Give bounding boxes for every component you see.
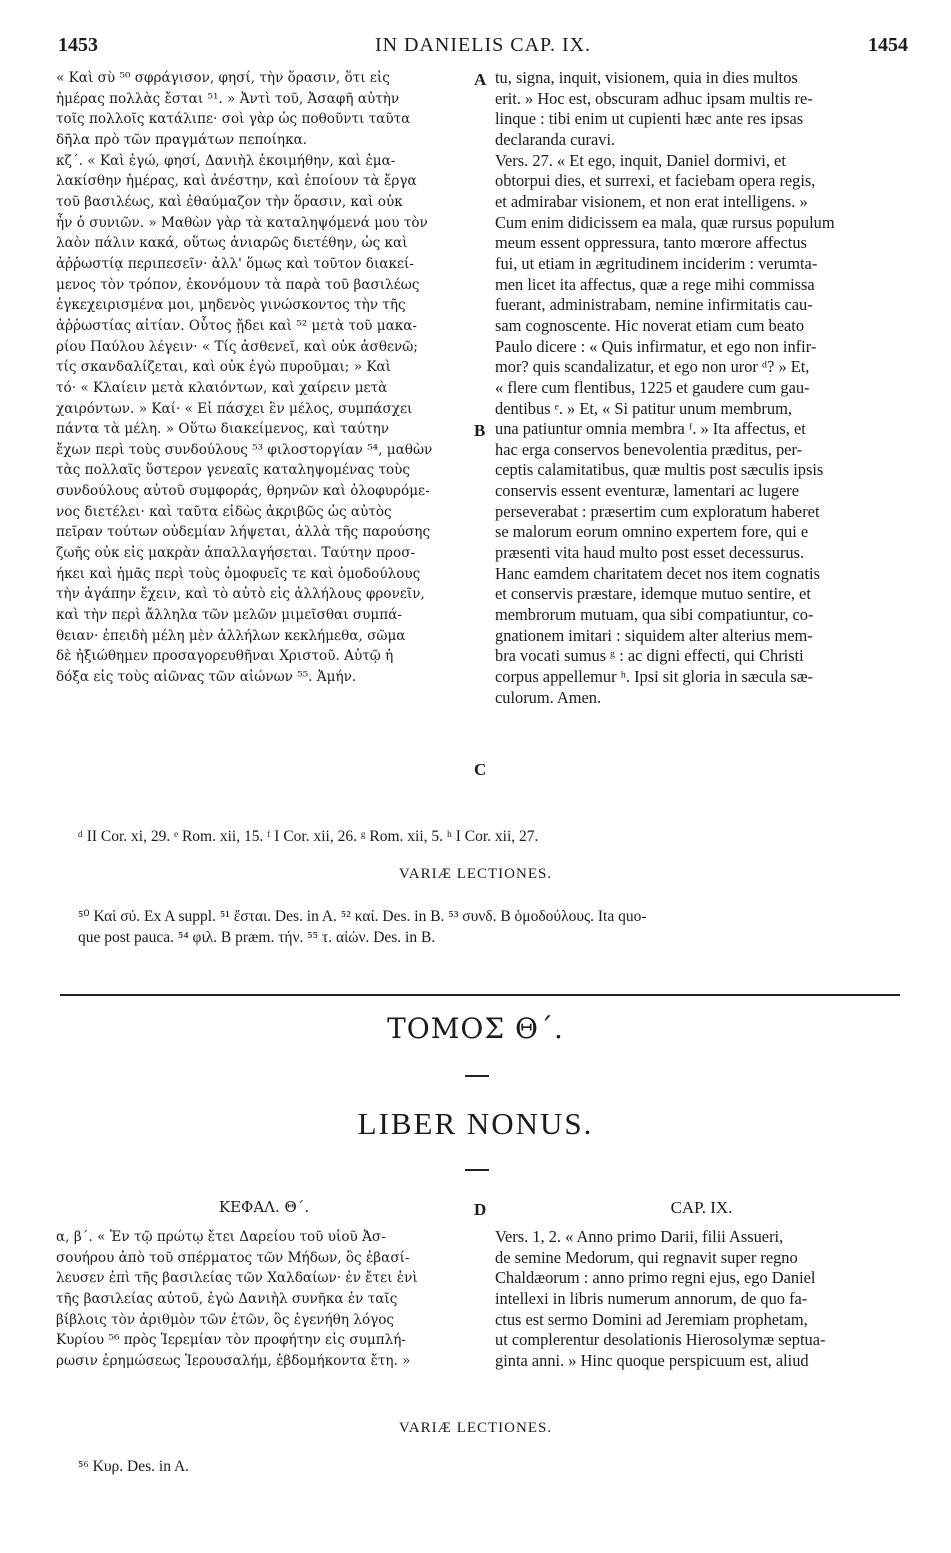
latin-column-top: tu, signa, inquit, visionem, quia in dies multos erit. » Hoc est, obscuram adhuc ipsam multis re- linque : tibi enim ut cupienti hæc ante res ipsas declaranda curavi. Vers. 27. « Et ego, inquit, Daniel dormivi, et obtorpui dies, et surrexi, et faciebam opera regis, et admirabar visionem, et non erat intelligens. » Cum enim didicissem ea mala, quæ rursus populum meum essent oppressura, tanto mœrore affectus fui, ut etiam in ægritudinem inciderim : verumta- men licet ita affectus, quæ a rege mihi commissa fuerant, administrabam, nemine infirmitatis cau- sam cognoscente. Hic noverat etiam cum beato Paulo dicere : « Quis infirmatur, et ego non infir- mor? quis scandalizatur, et ego non uror ᵈ? » Et, « flere cum flentibus, 1225 et gaudere cum gau- dentibus ᵉ. » Et, « Si patitur unum membrum, una patiuntur omnia membra ᶠ. » Ita affectus, et hac erga conservos benevolentia præditus, per- ceptis calamitatibus, quæ multis post sæculis ipsis conservis essent eventuræ, lamentari ac lugere perseverabat : præsertim cum exploratum haberet se malorum eorum omnino expertem fore, qui e præsenti vita haud multo post esset decessurus. Hanc eamdem charitatem decet nos item cognatis et conservis præstare, idemque mutuo sentire, et membrorum mutuam, qua sibi compatiuntur, co- gnationem imitari : siquidem alter alterius mem- bra vocati sumus ᵍ : ac digni effecti, qui Christi corpus appellemur ʰ. Ipsi sit gloria in sæcula sæ- culorum. Amen. <box>495 68 835 707</box>
page-number-left: 1453 <box>58 34 98 56</box>
chapter-heading-greek: ΚΕΦΑΛ. Θ΄. <box>218 1198 310 1216</box>
variae-lectiones-text: ⁵⁰ Καὶ σύ. Ex A suppl. ⁵¹ ἔσται. Des. in A. ⁵² καί. Des. in B. ⁵³ συνδ. B ὁμοδούλους. Ita quo- que post pauca. ⁵⁴ φιλ. B præm. τήν. ⁵⁵ τ. αἰών. Des. in B. <box>78 908 647 946</box>
variae-lectiones-heading: VARIÆ LECTIONES. <box>398 866 553 882</box>
running-title: IN DANIELIS CAP. IX. <box>374 34 592 56</box>
tomos-heading: ΤΟΜΟΣ Θ΄. <box>387 1012 564 1045</box>
variae-lectiones-heading: VARIÆ LECTIONES. <box>398 1420 553 1436</box>
margin-letter-b: B <box>474 421 486 440</box>
page-number-right: 1454 <box>868 34 908 56</box>
margin-letter-c: C <box>474 760 487 779</box>
chapter-heading-latin: CAP. IX. <box>670 1198 733 1217</box>
margin-letter-a: A <box>474 70 487 89</box>
scripture-footnotes: ᵈ II Cor. xi, 29. ᵉ Rom. xii, 15. ᶠ I Cor. xii, 26. ᵍ Rom. xii, 5. ʰ I Cor. xii, 27. <box>78 828 539 845</box>
variae-lectiones-text: ⁵⁶ Κυρ. Des. in A. <box>78 1458 190 1475</box>
greek-column-bottom: α, β΄. « Ἐν τῷ πρώτῳ ἔτει Δαρείου τοῦ υἱοῦ Ἀσ- σουήρου ἀπὸ τοῦ σπέρματος τῶν Μήδων, ὃς ἐβασί- λευσεν ἐπὶ τῆς βασιλείας τῶν Χαλδαίων· ἐν ἔτει ἑνὶ τῆς βασιλείας αὐτοῦ, ἐγὼ Δανιὴλ συνῆκα ἐν ταῖς βίβλοις τὸν ἀριθμὸν τῶν ἐτῶν, ὃς ἐγενήθη λόγος Κυρίου ⁵⁶ πρὸς Ἱερεμίαν τὸν προφήτην εἰς συμπλή- ρωσιν ἐρημώσεως Ἱερουσαλήμ, ἑβδομήκοντα ἔτη. » <box>56 1229 418 1369</box>
latin-column-bottom: Vers. 1, 2. « Anno primo Darii, filii Assueri, de semine Medorum, qui regnavit super regno Chaldæorum : anno primo regni ejus, ego Daniel intellexi in libris numerum annorum, de quo fa- ctus est sermo Domini ad Jeremiam prophetam, ut complerentur desolationis Hierosolymæ septua- ginta anni. » Hinc quoque perspicuum est, aliud <box>495 1227 826 1370</box>
running-head <box>58 34 908 66</box>
margin-letter-d: D <box>474 1200 487 1219</box>
liber-heading: LIBER NONUS. <box>357 1106 594 1141</box>
greek-column-top: « Καὶ σὺ ⁵⁰ σφράγισον, φησί, τὴν ὅρασιν, ὅτι εἰς ἡμέρας πολλὰς ἔσται ⁵¹. » Ἀντὶ τοῦ, Ἀσαφῆ αὐτὴν τοῖς πολλοῖς κατάλιπε· σοὶ γὰρ ὡς ποθοῦντι ταῦτα δῆλα πρὸ τῶν πραγμάτων πεποίηκα. κζ΄. « Καὶ ἐγώ, φησί, Δανιὴλ ἐκοιμήθην, καὶ ἐμα- λακίσθην ἡμέρας, καὶ ἀνέστην, καὶ ἐποίουν τὰ ἔργα τοῦ βασιλέως, καὶ ἐθαύμαζον τὴν ὅρασιν, καὶ οὐκ ἦν ὁ συνιῶν. » Μαθὼν γὰρ τὰ καταληψόμενά μου τὸν λαὸν πάλιν κακά, οὕτως ἀνιαρῶς διετέθην, ὡς καὶ ἀῤῥωστίᾳ περιπεσεῖν· ἀλλ' ὅμως καὶ τοῦτον διακεί- μενος τὸν τρόπον, ἐκονόμουν τὰ παρὰ τοῦ βασιλέως ἐγκεχειρισμένα μοι, μηδενὸς γινώσκοντος τὴν τῆς ἀῤῥωστίας αἰτίαν. Οὗτος ᾔδει καὶ ⁵² μετὰ τοῦ μακα- ρίου Παύλου λέγειν· « Τίς ἀσθενεῖ, καὶ οὐκ ἀσθενῶ; τίς σκανδαλίζεται, καὶ οὐκ ἐγὼ πυροῦμαι; » Καὶ τό· « Κλαίειν μετὰ κλαιόντων, καὶ χαίρειν μετὰ χαιρόντων. » Καί· « Εἰ πάσχει ἓν μέλος, συμπάσχει πάντα τὰ μέλη. » Οὕτω διακείμενος, καὶ ταύτην ἔχων περὶ τοὺς συνδούλους ⁵³ φιλοστοργίαν ⁵⁴, μαθὼν τὰς πολλαῖς ὕστερον γενεαῖς καταληψομένας τοὺς συνδούλους αὐτοῦ συμφοράς, θρηνῶν καὶ ὀλοφυρόμε- νος διετέλει· καὶ ταῦτα εἰδὼς ἀκριβῶς ὡς αὐτὸς πεῖραν τούτων οὐδεμίαν λήψεται, ἀλλὰ τῆς παρούσης ζωῆς οὐκ εἰς μακρὰν ἀπαλλαγήσεται. Ταύτην προσ- ήκει καὶ ἡμᾶς περὶ τοὺς ὁμοφυεῖς τε καὶ ὁμοδούλους τὴν ἀγάπην ἔχειν, καὶ τὸ αὐτὸ εἰς ἀλλήλους φρονεῖν, καὶ τὴν περὶ ἄλληλα τῶν μελῶν μιμεῖσθαι συμπά- θειαν· ἐπειδὴ μέλη μὲν ἀλλήλων κεκλήμεθα, σῶμα δὲ ἠξιώθημεν προσαγορευθῆναι Χριστοῦ. Αὐτῷ ἡ δόξα εἰς τοὺς αἰῶνας τῶν αἰώνων ⁵⁵. Ἀμήν. <box>56 70 433 686</box>
section-divider <box>60 994 900 996</box>
short-rule <box>465 1075 489 1077</box>
short-rule <box>465 1169 489 1171</box>
